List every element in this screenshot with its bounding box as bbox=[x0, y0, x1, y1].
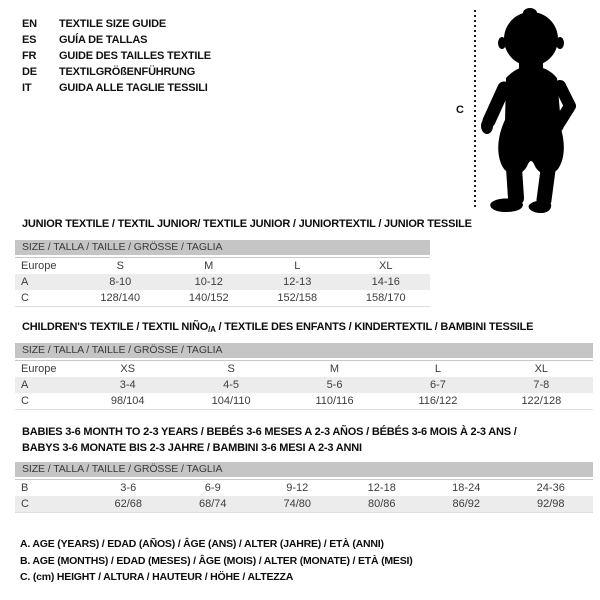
size-value: 4-5 bbox=[223, 379, 240, 391]
size-value: 12-18 bbox=[367, 482, 396, 494]
height-dashed-line bbox=[474, 10, 476, 208]
babies-title-line1: BABIES 3-6 MONTH TO 2-3 YEARS / BEBÉS 3-6 MESES A 2-3 AÑOS / BÉBÉS 3-6 MOIS À 2-3 ANS / bbox=[22, 426, 517, 438]
footnotes bbox=[20, 536, 413, 586]
size-header-bar: SIZE / TALLA / TAILLE / GRÖSSE / TAGLIA bbox=[15, 462, 593, 477]
size-header-bar: SIZE / TALLA / TAILLE / GRÖSSE / TAGLIA bbox=[15, 240, 430, 255]
size-value: 62/68 bbox=[114, 498, 143, 510]
size-value: M bbox=[204, 260, 214, 272]
size-value: 68/74 bbox=[198, 498, 227, 510]
size-value: 9-12 bbox=[286, 482, 309, 494]
children-title-sub: /A bbox=[208, 325, 216, 334]
lang-code: IT bbox=[22, 82, 32, 94]
size-value: 3-4 bbox=[119, 379, 136, 391]
footnote-height: C. (cm) HEIGHT / ALTURA / HAUTEUR / HÖHE / ALTEZZA bbox=[20, 571, 294, 583]
size-value: 5-6 bbox=[326, 379, 343, 391]
size-value: 140/152 bbox=[188, 292, 229, 304]
lang-title: TEXTILGRÖßENFÜHRUNG bbox=[59, 66, 196, 78]
size-value: 12-13 bbox=[283, 276, 312, 288]
table-rows bbox=[15, 360, 593, 410]
row-label: A bbox=[21, 276, 29, 288]
size-value: S bbox=[116, 260, 124, 272]
table-row bbox=[15, 377, 593, 393]
size-value: 6-9 bbox=[204, 482, 221, 494]
table-row bbox=[15, 290, 430, 306]
size-value: 10-12 bbox=[194, 276, 223, 288]
size-value: XL bbox=[379, 260, 393, 272]
row-label: A bbox=[21, 379, 29, 391]
size-value: 18-24 bbox=[452, 482, 481, 494]
table-row bbox=[15, 258, 430, 274]
size-value: 104/110 bbox=[211, 395, 251, 407]
size-header-bar: SIZE / TALLA / TAILLE / GRÖSSE / TAGLIA bbox=[15, 343, 593, 358]
size-value: L bbox=[434, 363, 441, 375]
size-value: 116/122 bbox=[418, 395, 458, 407]
size-value: 6-7 bbox=[429, 379, 446, 391]
lang-code: FR bbox=[22, 50, 37, 62]
size-value: 7-8 bbox=[533, 379, 550, 391]
size-value: 128/140 bbox=[100, 292, 141, 304]
babies-table-title bbox=[22, 424, 517, 456]
size-value: 74/80 bbox=[283, 498, 312, 510]
footnote-age-years: A. AGE (YEARS) / EDAD (AÑOS) / ÂGE (ANS) / ALTER (JAHRE) / ETÀ (ANNI) bbox=[20, 538, 384, 550]
table-row bbox=[15, 393, 593, 409]
babies-size-table bbox=[15, 462, 593, 513]
row-label: C bbox=[21, 498, 29, 510]
row-label: Europe bbox=[21, 363, 57, 375]
table-rows bbox=[15, 479, 593, 513]
language-list bbox=[22, 16, 211, 96]
lang-title: GUIDA ALLE TAGLIE TESSILI bbox=[59, 82, 208, 94]
lang-code: EN bbox=[22, 18, 37, 30]
children-table-title bbox=[22, 319, 533, 338]
size-value: L bbox=[294, 260, 301, 272]
lang-code: DE bbox=[22, 66, 37, 78]
size-value: 14-16 bbox=[371, 276, 400, 288]
height-measure-label: C bbox=[456, 104, 464, 116]
babies-title-line2: BABYS 3-6 MONATE BIS 2-3 JAHRE / BAMBINI 3-6 MESI A 2-3 ANNI bbox=[22, 442, 362, 454]
size-value: XL bbox=[534, 363, 549, 375]
footnote-age-months: B. AGE (MONTHS) / EDAD (MESES) / ÂGE (MOIS) / ALTER (MONATE) / ETÀ (MESI) bbox=[20, 554, 413, 567]
lang-row-es bbox=[22, 32, 211, 48]
size-value: 86/92 bbox=[452, 498, 481, 510]
size-value: 110/116 bbox=[315, 395, 354, 407]
children-title-pre: CHILDREN'S TEXTILE / TEXTIL NIÑO bbox=[22, 321, 209, 333]
lang-title: GUIDE DES TAILLES TEXTILE bbox=[59, 50, 211, 62]
size-value: 92/98 bbox=[536, 498, 565, 510]
junior-size-table bbox=[15, 240, 430, 307]
size-value: M bbox=[329, 363, 340, 375]
size-value: 24-36 bbox=[536, 482, 565, 494]
children-size-table bbox=[15, 343, 593, 410]
size-value: 158/170 bbox=[365, 292, 406, 304]
lang-code: ES bbox=[22, 34, 37, 46]
lang-row-en bbox=[22, 16, 211, 32]
table-row bbox=[15, 480, 593, 496]
size-value: 80/86 bbox=[367, 498, 396, 510]
size-value: 152/158 bbox=[277, 292, 318, 304]
children-title-post: / TEXTILE DES ENFANTS / KINDERTEXTIL / BAMBINI TESSILE bbox=[215, 321, 534, 333]
size-value: 122/128 bbox=[521, 395, 562, 407]
junior-table-title: JUNIOR TEXTILE / TEXTIL JUNIOR/ TEXTILE JUNIOR / JUNIORTEXTIL / JUNIOR TESSILE bbox=[22, 218, 472, 230]
row-label: C bbox=[21, 292, 29, 304]
table-row bbox=[15, 496, 593, 512]
size-value: 8-10 bbox=[109, 276, 132, 288]
baby-silhouette-icon bbox=[478, 6, 590, 216]
lang-title: GUÍA DE TALLAS bbox=[59, 34, 148, 46]
lang-row-de bbox=[22, 64, 211, 80]
size-value: S bbox=[227, 363, 235, 375]
size-value: XS bbox=[120, 363, 136, 375]
lang-title: TEXTILE SIZE GUIDE bbox=[59, 18, 167, 30]
row-label: B bbox=[21, 482, 29, 494]
lang-row-it bbox=[22, 80, 211, 96]
row-label: Europe bbox=[21, 260, 57, 272]
table-row bbox=[15, 274, 430, 290]
size-value: 3-6 bbox=[120, 482, 137, 494]
table-rows bbox=[15, 257, 430, 307]
table-row bbox=[15, 361, 593, 377]
lang-row-fr bbox=[22, 48, 211, 64]
size-value: 98/104 bbox=[110, 395, 145, 407]
row-label: C bbox=[21, 395, 29, 407]
